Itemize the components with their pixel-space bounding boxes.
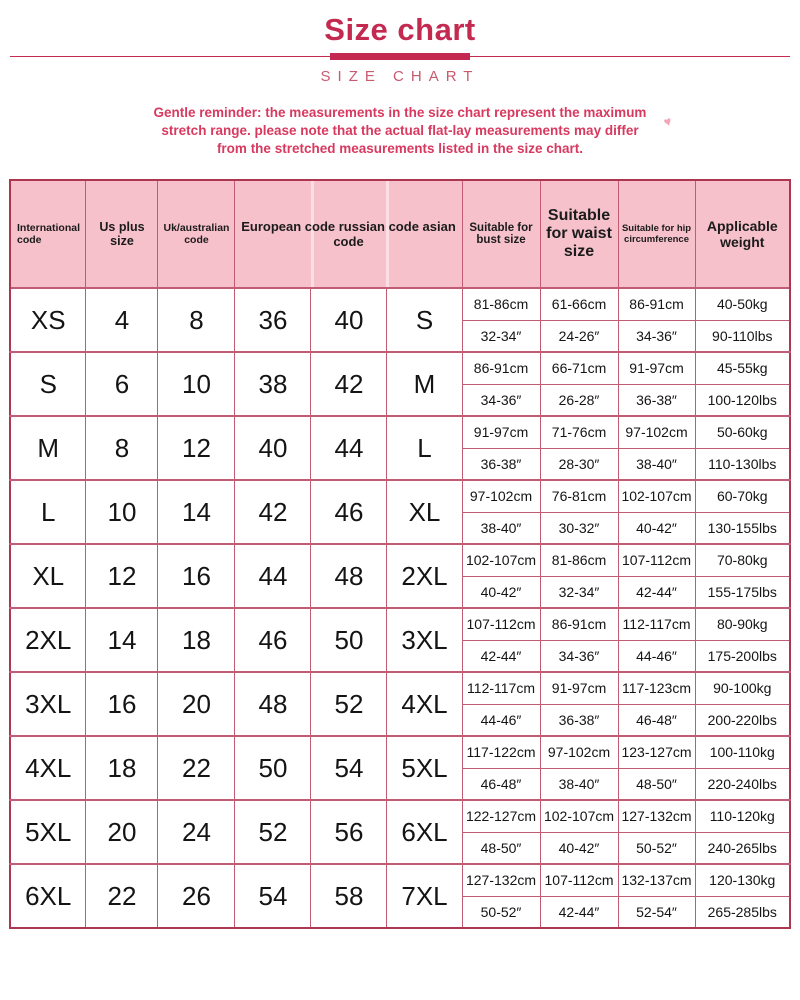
col-header-us-plus-size: Us plus size [86, 180, 158, 288]
cell-ru: 46 [311, 480, 387, 544]
cell-ru: 40 [311, 288, 387, 352]
cell-asian: 6XL [387, 800, 462, 864]
cell-weight_lbs: 155-175lbs [695, 576, 790, 608]
cell-bust_in: 40-42″ [462, 576, 540, 608]
table-row [10, 736, 790, 768]
table-row [10, 608, 790, 640]
cell-weight_kg: 110-120kg [695, 800, 790, 832]
table-row [10, 800, 790, 832]
cell-intl: 5XL [10, 800, 86, 864]
cell-bust_in: 36-38″ [462, 448, 540, 480]
cell-intl: XL [10, 544, 86, 608]
cell-waist_cm: 86-91cm [540, 608, 618, 640]
cell-weight_kg: 40-50kg [695, 288, 790, 320]
cell-eu: 40 [235, 416, 311, 480]
cell-hip_in: 46-48″ [618, 704, 695, 736]
cell-weight_lbs: 175-200lbs [695, 640, 790, 672]
cell-bust_in: 42-44″ [462, 640, 540, 672]
cell-hip_cm: 112-117cm [618, 608, 695, 640]
cell-waist_cm: 66-71cm [540, 352, 618, 384]
col-header-uk-australian: Uk/australian code [158, 180, 235, 288]
cell-hip_in: 36-38″ [618, 384, 695, 416]
cell-weight_kg: 45-55kg [695, 352, 790, 384]
cell-asian: XL [387, 480, 462, 544]
header-row [10, 180, 790, 288]
cell-asian: 3XL [387, 608, 462, 672]
size-table [9, 179, 791, 929]
cell-bust_in: 50-52″ [462, 896, 540, 928]
page-title: Size chart [324, 12, 476, 47]
cell-uk: 16 [158, 544, 235, 608]
cell-hip_in: 38-40″ [618, 448, 695, 480]
cell-uk: 26 [158, 864, 235, 928]
cell-weight_lbs: 90-110lbs [695, 320, 790, 352]
size-chart-page [0, 12, 800, 929]
cell-bust_cm: 81-86cm [462, 288, 540, 320]
cell-uk: 14 [158, 480, 235, 544]
cell-us: 18 [86, 736, 158, 800]
cell-asian: 4XL [387, 672, 462, 736]
cell-ru: 54 [311, 736, 387, 800]
reminder-line: stretch range. please note that the actual flat-lay measurements may differ [161, 123, 639, 138]
header-separator [311, 181, 314, 287]
cell-hip_in: 52-54″ [618, 896, 695, 928]
cell-waist_in: 40-42″ [540, 832, 618, 864]
cell-bust_cm: 91-97cm [462, 416, 540, 448]
cell-us: 14 [86, 608, 158, 672]
cell-bust_in: 32-34″ [462, 320, 540, 352]
cell-hip_in: 42-44″ [618, 576, 695, 608]
size-table-header [10, 180, 790, 288]
cell-bust_in: 46-48″ [462, 768, 540, 800]
cell-eu: 46 [235, 608, 311, 672]
table-row [10, 352, 790, 384]
cell-us: 8 [86, 416, 158, 480]
cell-hip_cm: 97-102cm [618, 416, 695, 448]
cell-waist_in: 28-30″ [540, 448, 618, 480]
cell-hip_cm: 132-137cm [618, 864, 695, 896]
cell-weight_kg: 90-100kg [695, 672, 790, 704]
table-row [10, 480, 790, 512]
col-header-waist: Suitable for waist size [540, 180, 618, 288]
cell-bust_cm: 107-112cm [462, 608, 540, 640]
cell-weight_lbs: 110-130lbs [695, 448, 790, 480]
reminder-line: from the stretched measurements listed in the size chart. [216, 141, 584, 156]
cell-waist_cm: 81-86cm [540, 544, 618, 576]
cell-hip_in: 48-50″ [618, 768, 695, 800]
cell-bust_in: 34-36″ [462, 384, 540, 416]
cell-intl: S [10, 352, 86, 416]
cell-waist_cm: 91-97cm [540, 672, 618, 704]
reminder-line: Gentle reminder: the measurements in the size chart represent the maximum [153, 105, 647, 120]
cell-uk: 24 [158, 800, 235, 864]
col-header-weight: Applicable weight [695, 180, 790, 288]
cell-waist_in: 36-38″ [540, 704, 618, 736]
cell-hip_in: 34-36″ [618, 320, 695, 352]
col-header-hip: Suitable for hip circumference [618, 180, 695, 288]
cell-intl: 2XL [10, 608, 86, 672]
cell-weight_kg: 50-60kg [695, 416, 790, 448]
cell-eu: 50 [235, 736, 311, 800]
table-row [10, 864, 790, 896]
cell-bust_cm: 122-127cm [462, 800, 540, 832]
cell-ru: 56 [311, 800, 387, 864]
table-row [10, 544, 790, 576]
cell-asian: 2XL [387, 544, 462, 608]
cell-intl: 6XL [10, 864, 86, 928]
cell-uk: 8 [158, 288, 235, 352]
cell-us: 6 [86, 352, 158, 416]
cell-us: 4 [86, 288, 158, 352]
cell-bust_cm: 97-102cm [462, 480, 540, 512]
cell-weight_kg: 60-70kg [695, 480, 790, 512]
cell-asian: L [387, 416, 462, 480]
cell-waist_cm: 102-107cm [540, 800, 618, 832]
cell-hip_cm: 102-107cm [618, 480, 695, 512]
cell-eu: 36 [235, 288, 311, 352]
divider-bar [330, 53, 470, 60]
col-header-international: International code [10, 180, 86, 288]
cell-weight_lbs: 240-265lbs [695, 832, 790, 864]
cell-bust_in: 44-46″ [462, 704, 540, 736]
cell-weight_lbs: 100-120lbs [695, 384, 790, 416]
cell-asian: M [387, 352, 462, 416]
header-separator [386, 181, 389, 287]
cell-intl: 4XL [10, 736, 86, 800]
cell-hip_cm: 91-97cm [618, 352, 695, 384]
col-header-bust: Suitable for bust size [462, 180, 540, 288]
cell-ru: 42 [311, 352, 387, 416]
cell-hip_cm: 123-127cm [618, 736, 695, 768]
cell-weight_lbs: 265-285lbs [695, 896, 790, 928]
size-table-body [10, 288, 790, 928]
cell-waist_in: 38-40″ [540, 768, 618, 800]
cell-us: 22 [86, 864, 158, 928]
cell-waist_cm: 61-66cm [540, 288, 618, 320]
cell-weight_lbs: 220-240lbs [695, 768, 790, 800]
cell-bust_cm: 112-117cm [462, 672, 540, 704]
cell-uk: 12 [158, 416, 235, 480]
cell-asian: 5XL [387, 736, 462, 800]
cell-bust_cm: 127-132cm [462, 864, 540, 896]
cell-ru: 50 [311, 608, 387, 672]
cell-eu: 44 [235, 544, 311, 608]
cell-uk: 18 [158, 608, 235, 672]
cell-waist_in: 26-28″ [540, 384, 618, 416]
cell-intl: M [10, 416, 86, 480]
col-header-eu-ru-asian [235, 180, 462, 288]
cell-bust_cm: 117-122cm [462, 736, 540, 768]
cell-waist_cm: 97-102cm [540, 736, 618, 768]
heart-icon: ♥ [661, 113, 674, 130]
col-header-eu-ru-asian-label: European code russian code asian code [241, 219, 456, 249]
cell-hip_in: 50-52″ [618, 832, 695, 864]
cell-weight_kg: 70-80kg [695, 544, 790, 576]
cell-waist_in: 34-36″ [540, 640, 618, 672]
cell-waist_cm: 107-112cm [540, 864, 618, 896]
cell-waist_in: 42-44″ [540, 896, 618, 928]
cell-weight_kg: 80-90kg [695, 608, 790, 640]
cell-us: 16 [86, 672, 158, 736]
cell-waist_in: 30-32″ [540, 512, 618, 544]
cell-waist_in: 24-26″ [540, 320, 618, 352]
title-divider [0, 53, 800, 61]
table-row [10, 416, 790, 448]
cell-hip_in: 44-46″ [618, 640, 695, 672]
cell-uk: 22 [158, 736, 235, 800]
cell-hip_in: 40-42″ [618, 512, 695, 544]
cell-eu: 42 [235, 480, 311, 544]
cell-bust_cm: 102-107cm [462, 544, 540, 576]
table-row [10, 672, 790, 704]
cell-uk: 20 [158, 672, 235, 736]
cell-hip_cm: 107-112cm [618, 544, 695, 576]
cell-ru: 58 [311, 864, 387, 928]
reminder-text [0, 104, 800, 158]
table-row [10, 288, 790, 320]
cell-us: 10 [86, 480, 158, 544]
cell-eu: 48 [235, 672, 311, 736]
cell-hip_cm: 117-123cm [618, 672, 695, 704]
cell-bust_cm: 86-91cm [462, 352, 540, 384]
cell-intl: 3XL [10, 672, 86, 736]
cell-bust_in: 38-40″ [462, 512, 540, 544]
cell-weight_lbs: 200-220lbs [695, 704, 790, 736]
cell-weight_kg: 100-110kg [695, 736, 790, 768]
cell-us: 12 [86, 544, 158, 608]
cell-eu: 54 [235, 864, 311, 928]
cell-waist_cm: 76-81cm [540, 480, 618, 512]
cell-asian: S [387, 288, 462, 352]
cell-ru: 44 [311, 416, 387, 480]
cell-ru: 52 [311, 672, 387, 736]
cell-eu: 38 [235, 352, 311, 416]
cell-hip_cm: 86-91cm [618, 288, 695, 320]
cell-bust_in: 48-50″ [462, 832, 540, 864]
cell-intl: XS [10, 288, 86, 352]
cell-hip_cm: 127-132cm [618, 800, 695, 832]
cell-ru: 48 [311, 544, 387, 608]
cell-us: 20 [86, 800, 158, 864]
cell-waist_in: 32-34″ [540, 576, 618, 608]
page-subtitle: SIZE CHART [320, 68, 480, 85]
cell-waist_cm: 71-76cm [540, 416, 618, 448]
cell-weight_kg: 120-130kg [695, 864, 790, 896]
cell-weight_lbs: 130-155lbs [695, 512, 790, 544]
cell-uk: 10 [158, 352, 235, 416]
cell-asian: 7XL [387, 864, 462, 928]
cell-eu: 52 [235, 800, 311, 864]
cell-intl: L [10, 480, 86, 544]
